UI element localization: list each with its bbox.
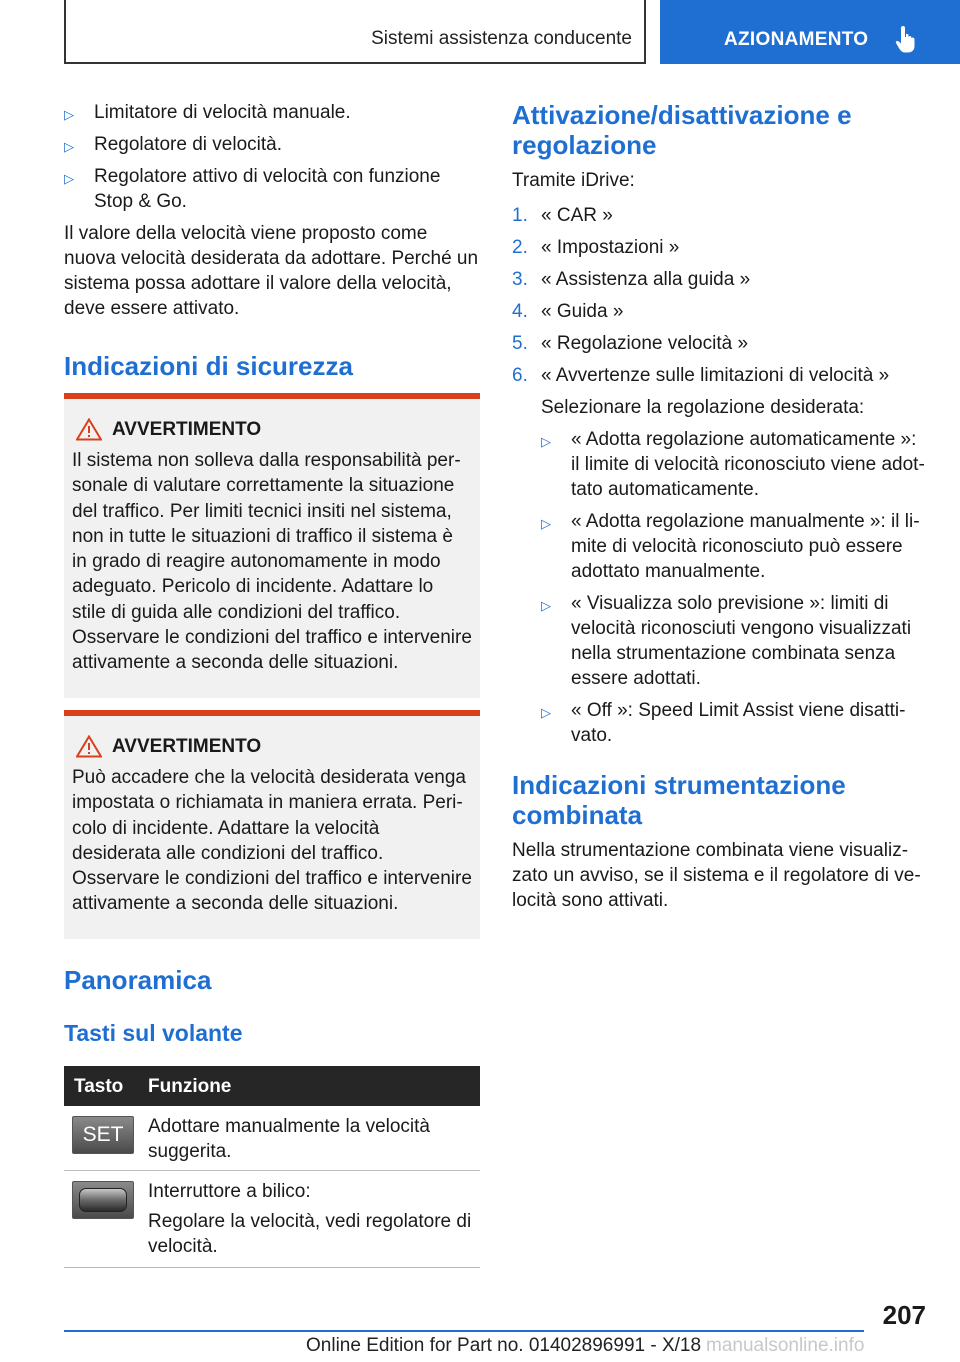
list-item	[64, 132, 480, 157]
warning-triangle-icon	[76, 735, 102, 758]
step-text: « Guida »	[541, 301, 624, 322]
table-cell: Regolare la velocità, vedi regolatore di velocità.	[148, 1211, 472, 1257]
step-number: 1.	[512, 205, 528, 226]
step-number: 6.	[512, 365, 528, 386]
step-item	[512, 235, 928, 260]
list-item	[541, 591, 928, 691]
warning-title	[112, 417, 472, 442]
bullet-triangle-icon: ▷	[64, 171, 74, 186]
list-item-text: Regolatore attivo di velocità con funzione Stop & Go.	[94, 166, 441, 212]
step-number: 2.	[512, 237, 528, 258]
step-text: « Avvertenze sulle limitazioni di velocità »	[541, 365, 890, 386]
bullet-triangle-icon: ▷	[541, 705, 551, 720]
list-item-text: Regolatore di velocità.	[94, 134, 282, 155]
warning-triangle-icon	[76, 418, 102, 441]
steps-list	[512, 203, 928, 388]
warning-box	[64, 393, 480, 698]
cluster-heading: Indicazioni strumentazione combinata	[512, 770, 846, 830]
bullet-triangle-icon: ▷	[64, 139, 74, 154]
table-cell: Adottare manualmente la velocità suggerita.	[148, 1116, 430, 1162]
list-item-text: « Adotta regolazione manualmente »: il limite di velocità riconosciuto può essere adottato manualmente.	[571, 511, 920, 582]
list-item-text: « Visualizza solo previsione »: limiti di velocità riconosciuti vengono visualizzati nella strumentazione combinata senza essere adottati.	[571, 593, 912, 689]
overview-heading: Panoramica	[64, 965, 212, 995]
bullet-triangle-icon: ▷	[64, 107, 74, 122]
warning-title	[112, 734, 472, 759]
left-column	[64, 100, 480, 381]
step-item	[512, 363, 928, 388]
list-item	[541, 698, 928, 748]
buttons-table	[64, 1066, 480, 1268]
column-header: Tasto	[74, 1076, 124, 1097]
bullet-triangle-icon: ▷	[541, 434, 551, 449]
warning-title-text: AVVERTIMENTO	[112, 736, 262, 757]
cluster-text: Nella strumentazione combinata viene visualizzato un avviso, se il sistema e il regolatore di velocità sono attivati.	[512, 840, 921, 911]
rocker-switch-icon	[72, 1181, 134, 1219]
idrive-intro: Tramite iDrive:	[512, 170, 635, 191]
options-list	[512, 427, 928, 748]
list-item	[64, 164, 480, 214]
step-number: 3.	[512, 269, 528, 290]
step-text: « Assistenza alla guida »	[541, 269, 751, 290]
list-item-text: « Off »: Speed Limit Assist viene disattivato.	[571, 700, 906, 746]
column-header: Funzione	[148, 1076, 232, 1097]
section-title: Sistemi assistenza conducente	[371, 28, 632, 49]
step-item	[512, 331, 928, 356]
select-instruction: Selezionare la regolazione desiderata:	[541, 397, 865, 418]
bullet-triangle-icon: ▷	[541, 598, 551, 613]
table-header	[64, 1066, 480, 1106]
header-section-box	[64, 0, 646, 64]
watermark: manualsonline.info	[706, 1335, 865, 1356]
hand-pointer-icon	[894, 24, 920, 54]
chapter-title: AZIONAMENTO	[724, 29, 869, 50]
warning-body: Il sistema non solleva dalla responsabilità personale di valutare correttamente la situazione del traffico. Per limiti tecnici insiti nel sistema, non in tutte le situazioni di traffico il sistema è in grado di reagire autonomamente in modo adeguato. Pericolo di incidente. Adattare lo stile di guida alle condizioni del traffico. Osservare le condizioni del traffico e intervenire attivamente a seconda delle situazioni.	[72, 450, 472, 674]
page-number: 207	[882, 1300, 926, 1330]
step-text: « Regolazione velocità »	[541, 333, 749, 354]
intro-paragraph: Il valore della velocità viene proposto come nuova velocità desiderata da adottare. Perché un sistema possa adottare il valore della velocità, deve essere attivato.	[64, 223, 479, 319]
step-text: « Impostazioni »	[541, 237, 680, 258]
chapter-tab	[660, 0, 960, 64]
step-number: 4.	[512, 301, 528, 322]
right-column	[512, 100, 928, 920]
bullet-triangle-icon: ▷	[541, 516, 551, 531]
step-item	[512, 203, 928, 228]
step-number: 5.	[512, 333, 528, 354]
step-text: « CAR »	[541, 205, 613, 226]
list-item-text: « Adotta regolazione automaticamente »: il limite di velocità riconosciuto viene adottato automaticamente.	[571, 429, 925, 500]
buttons-subheading: Tasti sul volante	[64, 1020, 243, 1046]
warning-box	[64, 710, 480, 939]
safety-heading: Indicazioni di sicurezza	[64, 351, 353, 381]
set-button-icon: SET	[72, 1116, 134, 1154]
list-item-text: Limitatore di velocità manuale.	[94, 102, 351, 123]
table-cell: Interruttore a bilico:	[148, 1181, 311, 1202]
step-item	[512, 267, 928, 292]
edition-label: Online Edition for Part no. 01402896991 - X/18	[306, 1335, 702, 1356]
list-item	[541, 427, 928, 502]
warning-title-text: AVVERTIMENTO	[112, 419, 262, 440]
list-item	[64, 100, 480, 125]
activation-heading: Attivazione/disattivazione e regolazione	[512, 100, 852, 160]
footer-divider	[64, 1330, 864, 1332]
list-item	[541, 509, 928, 584]
table-row	[64, 1171, 480, 1268]
step-item	[512, 299, 928, 324]
table-row	[64, 1106, 480, 1171]
edition-text	[306, 1335, 865, 1357]
warning-body: Può accadere che la velocità desiderata venga impostata o richiamata in maniera errata. Pericolo di incidente. Adattare la velocità desiderata alle condizioni del traffico. Osservare le condizioni del traffico e intervenire attivamente a seconda delle situazioni.	[72, 767, 472, 915]
